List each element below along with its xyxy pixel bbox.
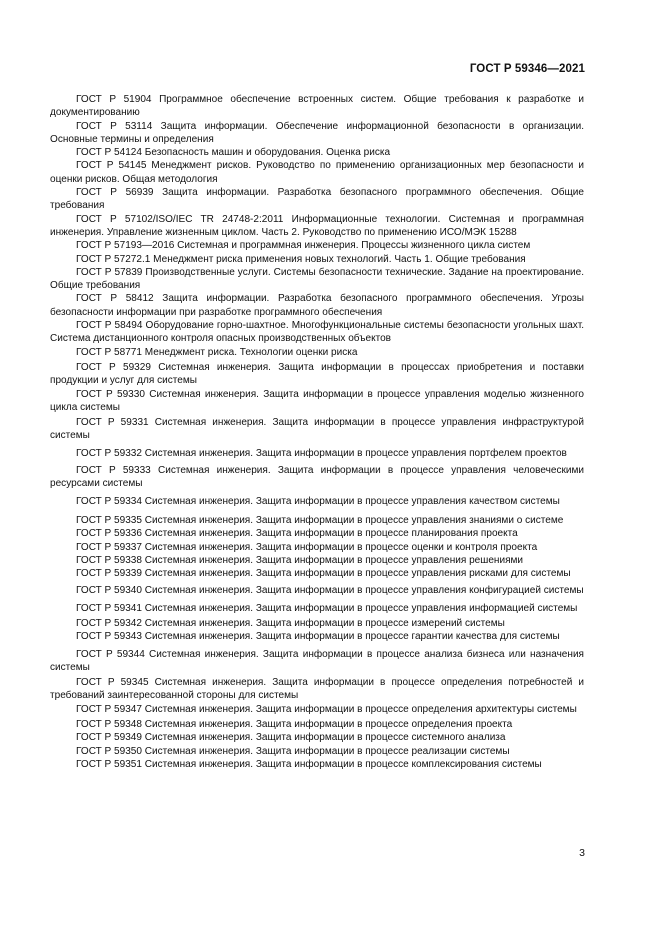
reference-item: ГОСТ Р 59336 Системная инженерия. Защита информации в процессе планирования проекта [76,528,518,540]
reference-item: ГОСТ Р 59343 Системная инженерия. Защита информации в процессе гарантии качества для системы [76,631,560,643]
reference-item: ГОСТ Р 59351 Системная инженерия. Защита информации в процессе комплексирования системы [76,758,542,770]
reference-item: ГОСТ Р 57193—2016 Системная и программная инженерия. Процессы жизненного цикла систем [76,240,531,252]
reference-item: ГОСТ Р 59344 Системная инженерия. Защита информации в процессе анализа бизнеса или назначения системы [50,648,584,673]
reference-item: ГОСТ Р 59348 Системная инженерия. Защита информации в процессе определения проекта [76,719,513,731]
reference-item: ГОСТ Р 59339 Системная инженерия. Защита информации в процессе управления рисками для системы [76,568,571,580]
reference-item: ГОСТ Р 57839 Производственные услуги. Системы безопасности технические. Задание на проектирование. Общие требования [50,266,584,292]
reference-item: ГОСТ Р 59335 Системная инженерия. Защита информации в процессе управления знаниями о системе [76,514,564,526]
reference-item: ГОСТ Р 59342 Системная инженерия. Защита информации в процессе измерений системы [76,617,505,629]
reference-item: ГОСТ Р 51904 Программное обеспечение встроенных систем. Общие требования к разработке и документированию [50,94,584,119]
reference-item: ГОСТ Р 59332 Системная инженерия. Защита информации в процессе управления портфелем проектов [76,447,567,459]
reference-item: ГОСТ Р 59330 Системная инженерия. Защита информации в процессе управления моделью жизненного цикла системы [50,388,584,413]
reference-item: ГОСТ Р 54124 Безопасность машин и оборудования. Оценка риска [76,147,391,159]
page-number: 3 [579,847,585,859]
reference-item: ГОСТ Р 57272.1 Менеджмент риска применения новых технологий. Часть 1. Общие требования [76,253,526,265]
reference-item: ГОСТ Р 53114 Защита информации. Обеспечение информационной безопасности в организации. Основные термины и определения [50,120,584,145]
reference-item: ГОСТ Р 59338 Системная инженерия. Защита информации в процессе управления решениями [76,554,524,566]
reference-item: ГОСТ Р 59331 Системная инженерия. Защита информации в процессе управления инфраструктурой системы [50,417,584,442]
reference-item: ГОСТ Р 59350 Системная инженерия. Защита информации в процессе реализации системы [76,745,510,757]
reference-item: ГОСТ Р 59334 Системная инженерия. Защита информации в процессе управления качеством системы [76,495,560,507]
reference-item: ГОСТ Р 57102/ISO/IEC TR 24748-2:2011 Информационные технологии. Системная и программная инженерия. Управление жизненным циклом. Часть 2. Руководство по применению ИСО/МЭК 15288 [50,213,584,238]
reference-item: ГОСТ Р 59345 Системная инженерия. Защита информации в процессе определения потребностей и требований заинтересованной стороны для системы [50,677,584,702]
reference-item: ГОСТ Р 54145 Менеджмент рисков. Руководство по применению организационных мер безопасности и оценки рисков. Общая методология [50,160,584,185]
reference-item: ГОСТ Р 59333 Системная инженерия. Защита информации в процессе управления человеческими ресурсами системы [50,465,584,490]
reference-item: ГОСТ Р 58494 Оборудование горно-шахтное. Многофункциональные системы безопасности угольных шахт. Система дистанционного контроля опасных производственных объектов [50,320,584,345]
reference-item: ГОСТ Р 59349 Системная инженерия. Защита информации в процессе системного анализа [76,732,506,744]
reference-item: ГОСТ Р 59340 Системная инженерия. Защита информации в процессе управления конфигурацией системы [76,585,584,597]
reference-item: ГОСТ Р 59347 Системная инженерия. Защита информации в процессе определения архитектуры системы [76,703,577,715]
reference-item: ГОСТ Р 58412 Защита информации. Разработка безопасного программного обеспечения. Угрозы безопасности информации при разработке программного обеспечения [50,293,584,318]
reference-list [50,93,584,771]
standard-header: ГОСТ Р 59346—2021 [469,63,585,75]
reference-item: ГОСТ Р 59337 Системная инженерия. Защита информации в процессе оценки и контроля проекта [76,541,538,553]
reference-item: ГОСТ Р 58771 Менеджмент риска. Технологии оценки риска [76,346,358,358]
reference-item: ГОСТ Р 56939 Защита информации. Разработка безопасного программного обеспечения. Общие требования [50,187,584,212]
reference-item: ГОСТ Р 59341 Системная инженерия. Защита информации в процессе управления информацией системы [76,602,578,614]
reference-item: ГОСТ Р 59329 Системная инженерия. Защита информации в процессах приобретения и поставки продукции и услуг для системы [50,361,584,387]
